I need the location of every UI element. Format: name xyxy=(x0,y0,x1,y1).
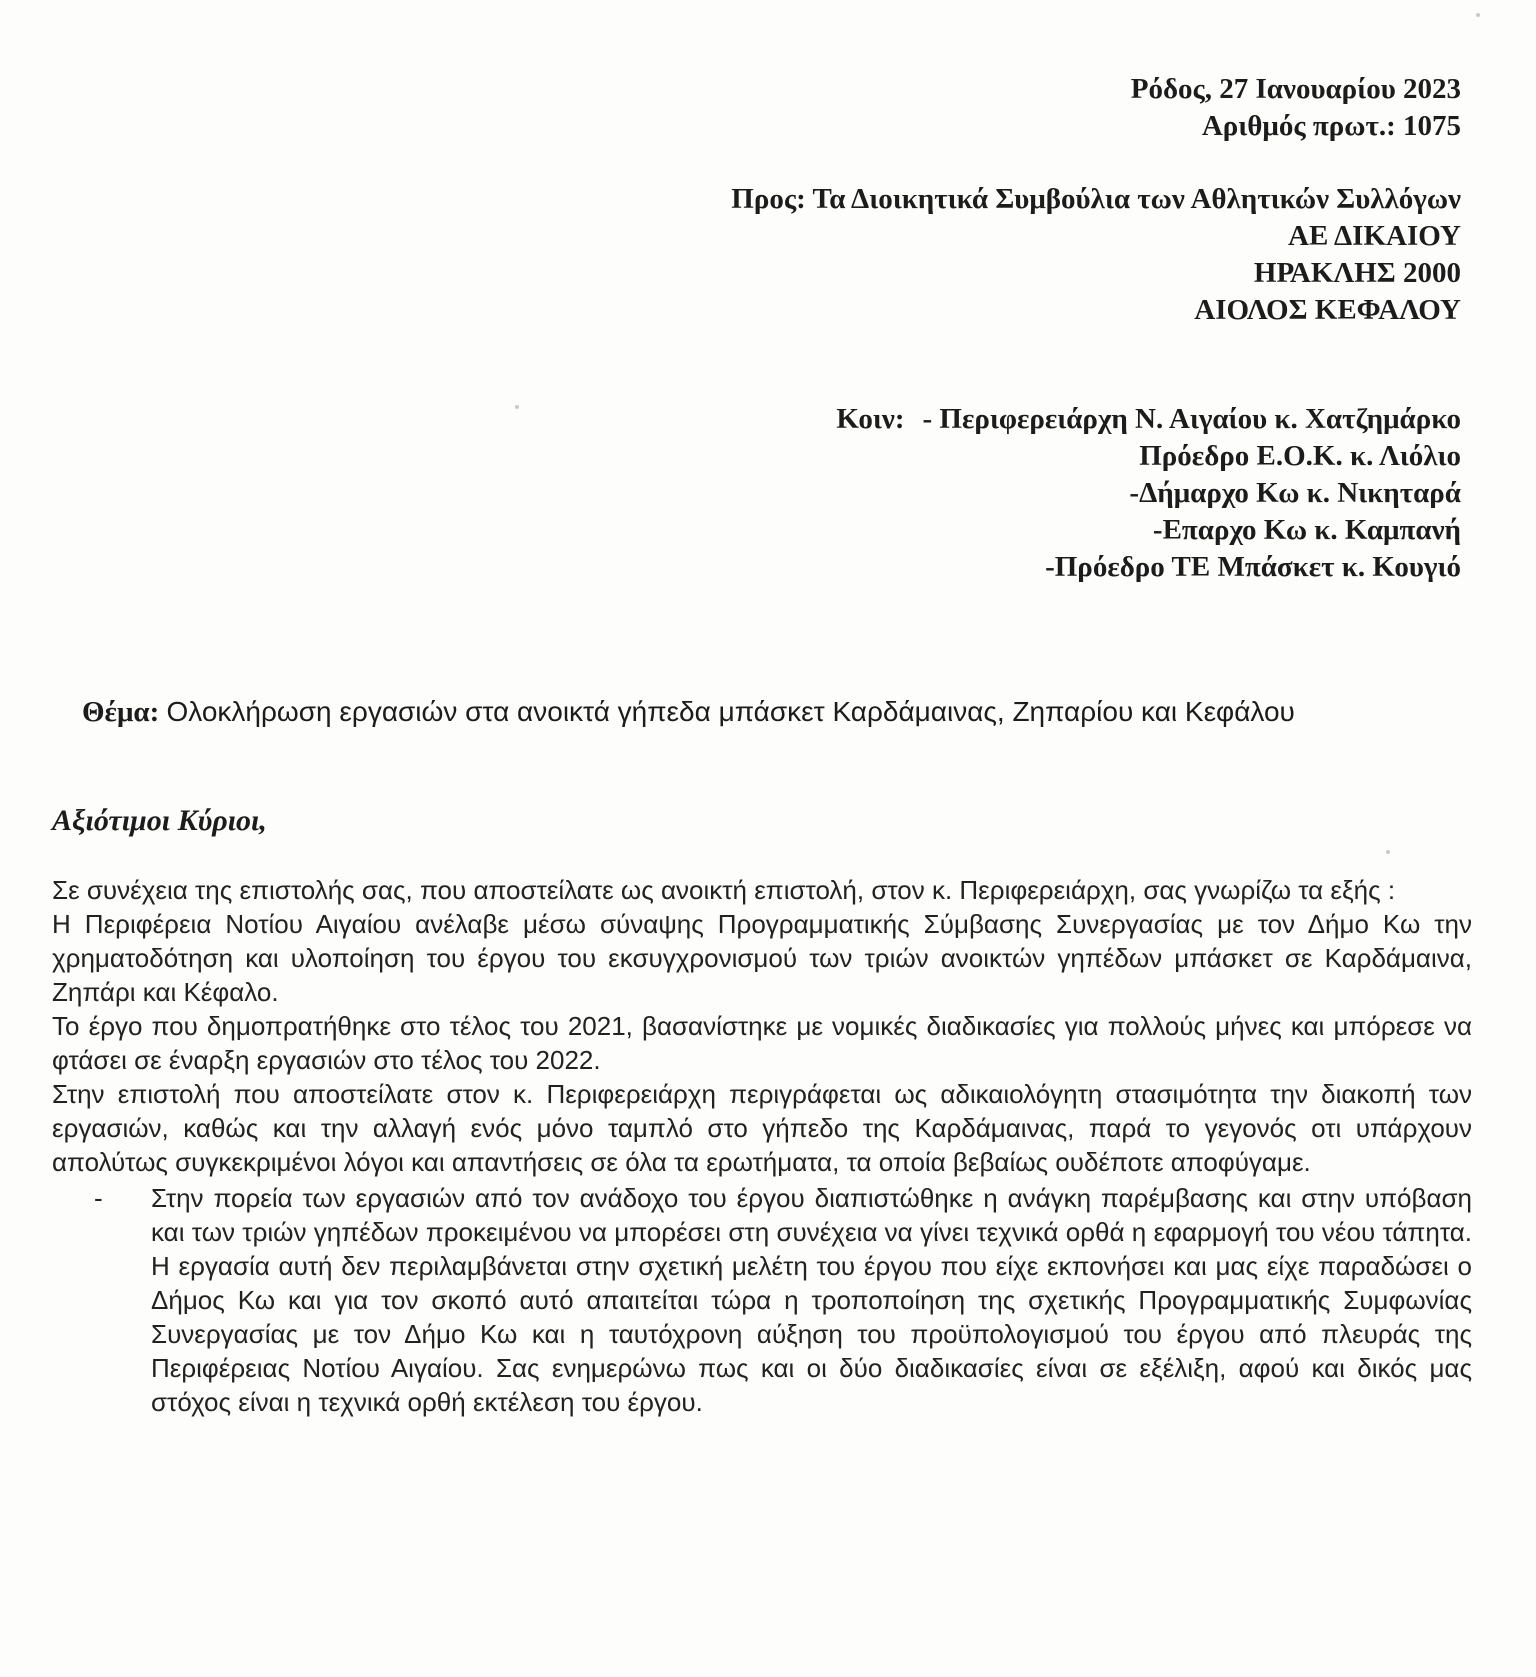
subject-text: Ολοκλήρωση εργασιών στα ανοικτά γήπεδα μπάσκετ Καρδάμαινας, Ζηπαρίου και Κεφάλου xyxy=(166,696,1295,727)
cc-item: -Δήμαρχο Κω κ. Νικηταρά xyxy=(1129,477,1461,509)
cc-item: Πρόεδρο Ε.Ο.Κ. κ. Λιόλιο xyxy=(1139,440,1461,472)
to-line: Προς: Τα Διοικητικά Συμβούλια των Αθλητικών Συλλόγων xyxy=(731,183,1461,215)
bullet-item xyxy=(52,1181,1472,1419)
scan-speck xyxy=(515,405,519,409)
body-paragraph: Σε συνέχεια της επιστολής σας, που αποστείλατε ως ανοικτή επιστολή, στον κ. Περιφερειάρχη, σας γνωρίζω τα εξής : xyxy=(52,875,1396,905)
body-paragraph: Το έργο που δημοπρατήθηκε στο τέλος του 2021, βασανίστηκε με νομικές διαδικασίες για πολλούς μήνες και μπόρεσε να φτάσει σε έναρξη εργασιών στο τέλος του 2022. xyxy=(52,1011,1472,1075)
recipients-block xyxy=(731,181,1461,329)
body-paragraph: Η Περιφέρεια Νοτίου Αιγαίου ανέλαβε μέσω σύναψης Προγραμματικής Σύμβασης Συνεργασίας με τον Δήμο Κω την χρηματοδότηση και υλοποίηση του έργου του εκσυγχρονισμού των τριών ανοικτών γηπέδων μπάσκετ σε Καρδάμαινα, Ζηπάρι και Κέφαλο. xyxy=(52,909,1472,1007)
letter-header xyxy=(1131,71,1461,145)
bullet-text: Στην πορεία των εργασιών από τον ανάδοχο του έργου διαπιστώθηκε η ανάγκη παρέμβασης και στην υπόβαση και των τριών γηπέδων προκειμένου να μπορέσει στη συνέχεια να γίνει τεχνικά ορθά η εφαρμογή του νέου τάπητα. Η εργασία αυτή δεν περιλαμβάνεται στην σχετική μελέτη του έργου που είχε εκπονήσει και μας είχε παραδώσει ο Δήμος Κω και για τον σκοπό αυτό απαιτείται τώρα η τροποποίηση της σχετικής Προγραμματικής Συμφωνίας Συνεργασίας με τον Δήμο Κω και η ταυτόχρονη αύξηση του προϋπολογισμού του έργου από πλευράς της Περιφέρειας Νοτίου Αιγαίου. Σας ενημερώνω πως και οι δύο διαδικασίες είναι σε εξέλιξη, αφού και δικός μας στόχος είναι η τεχνικά ορθή εκτέλεση του έργου. xyxy=(151,1183,1472,1417)
scan-speck xyxy=(1386,850,1390,854)
bullet-marker: - xyxy=(94,1183,103,1213)
cc-label: Κοιν: xyxy=(836,403,905,435)
recipient-club: ΑΕ ΔΙΚΑΙΟΥ xyxy=(1288,220,1461,252)
subject-label: Θέμα: xyxy=(82,696,160,728)
letter-body xyxy=(52,873,1472,1419)
body-paragraph: Στην επιστολή που αποστείλατε στον κ. Περιφερειάρχη περιγράφεται ως αδικαιολόγητη στασιμότητα την διακοπή των εργασιών, καθώς και την αλλαγή ενός μόνο ταμπλό στο γήπεδο της Καρδάμαινας, παρά το γεγονός οτι υπάρχουν απολύτως συγκεκριμένοι λόγοι και απαντήσεις σε όλα τα ερωτήματα, τα οποία βεβαίως ουδέποτε αποφύγαμε. xyxy=(52,1079,1472,1177)
scan-speck xyxy=(1476,13,1480,17)
salutation: Αξιότιμοι Κύριοι, xyxy=(52,804,267,837)
cc-item: - Περιφερειάρχη Ν. Αιγαίου κ. Χατζημάρκο xyxy=(922,403,1461,435)
cc-block xyxy=(836,401,1461,586)
cc-item: -Επαρχο Κω κ. Καμπανή xyxy=(1152,514,1461,546)
recipient-club: ΗΡΑΚΛΗΣ 2000 xyxy=(1253,257,1461,289)
date-line: Ρόδος, 27 Ιανουαρίου 2023 xyxy=(1130,73,1461,105)
protocol-number: Αριθμός πρωτ.: 1075 xyxy=(1201,110,1461,142)
recipient-club: ΑΙΟΛΟΣ ΚΕΦΑΛΟΥ xyxy=(1194,294,1461,326)
cc-item: -Πρόεδρο ΤΕ Μπάσκετ κ. Κουγιό xyxy=(1045,551,1461,583)
subject-line xyxy=(82,696,1295,729)
